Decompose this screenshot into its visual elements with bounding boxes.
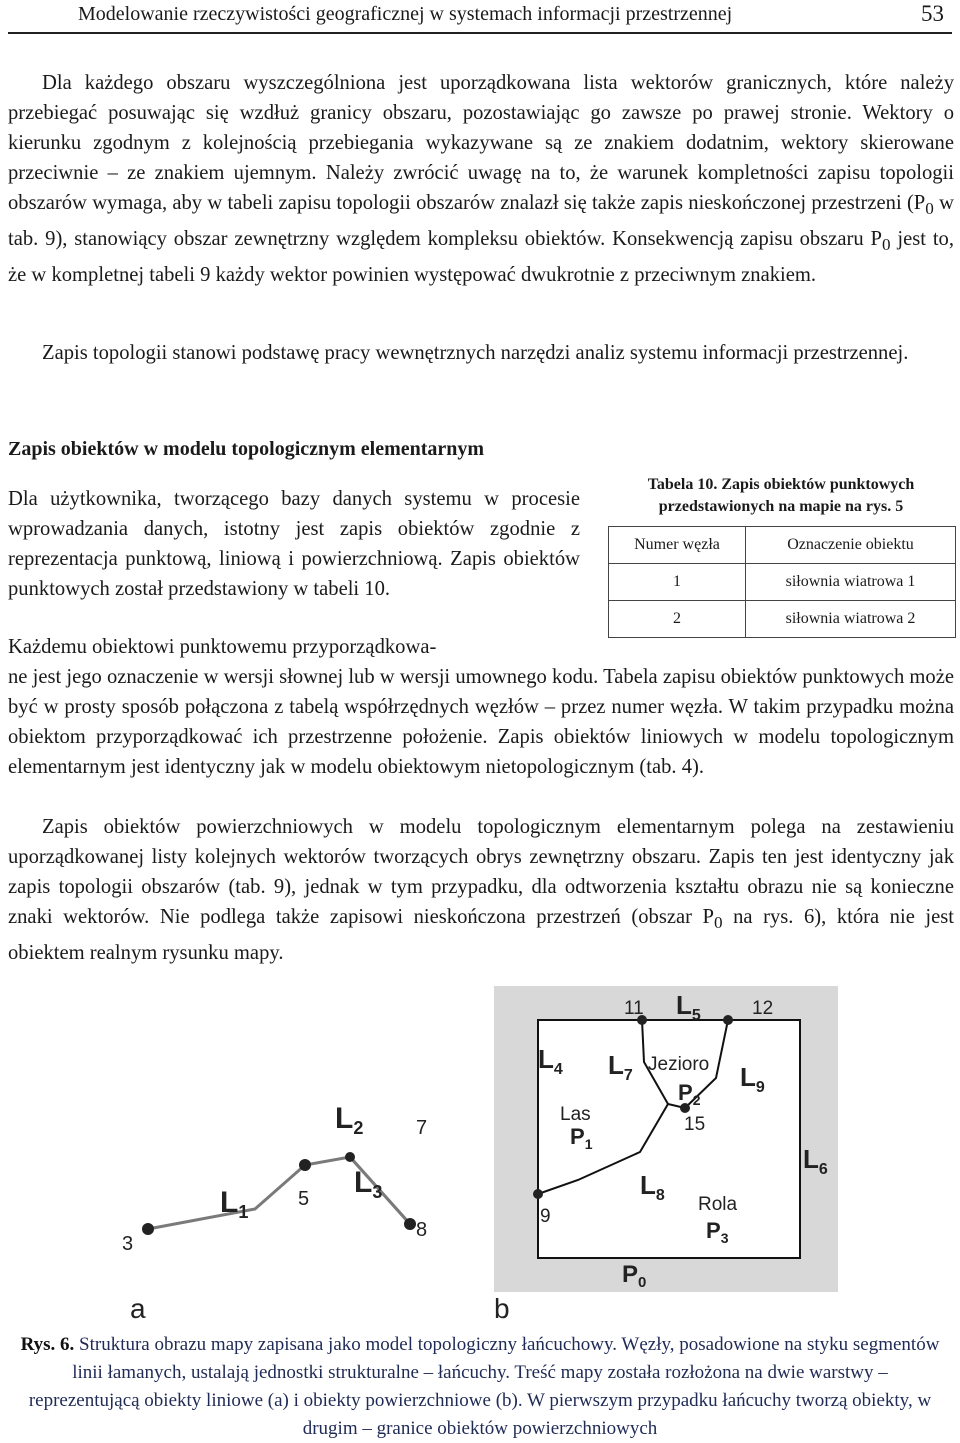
node-label-5: 5 (298, 1188, 310, 1210)
section-paragraph-2-cont: ne jest jego oznaczenie w wersji słownej lub w wersji umownego kodu. Tabela zapisu obiektów punktowych może być w prosty sposób połączona z tabelą współrzędnych węzłów – przez numer węzła. W takim przypadku można obiektom przyporządkować ich przestrzenne położenie. Zapis obiektów liniowych w modelu topologicznym elementarnym jest identyczny jak w modelu obiektowym nietopologicznym (tab. 4). (8, 666, 954, 778)
node-label-7: 7 (416, 1117, 428, 1139)
caption-text: Struktura obrazu mapy zapisana jako model topologiczny łańcuchowy. Węzły, posadowione na styku segmentów linii łamanych, ustalają jednostki strukturalne – łańcuchy. Treść mapy została rozłożona na dwie warstwy – reprezentującą obiekty liniowe (a) i obiekty powierzchniowe (b). W pierwszym przypadku łańcuchy tworzą obiekty, w drugim – granice obiektów powierzchniowych (28, 1334, 940, 1439)
node-label-3: 3 (122, 1233, 134, 1255)
table-caption: Tabela 10. Zapis obiektów punktowych przedstawionych na mapie na rys. 5 (647, 476, 915, 515)
area-name-rola: Rola (698, 1194, 738, 1215)
node-5 (299, 1159, 311, 1171)
panel-label-a: a (130, 1293, 146, 1322)
line-label-L2: $L_2$ (335, 1102, 364, 1138)
line-label-L3: $L_3$ (354, 1166, 383, 1202)
table-10 (608, 526, 956, 638)
node-label-15: 15 (684, 1114, 706, 1135)
line-label-L7: $L_7$ (608, 1050, 633, 1084)
line-label-L9: $L_9$ (740, 1062, 765, 1096)
panel-label-b: b (494, 1293, 510, 1322)
section-paragraph-2-start: Każdemu obiektowi punktowemu przyporządkowa- (8, 636, 437, 658)
panel-b (494, 986, 838, 1322)
section-paragraph-1: Dla użytkownika, tworzącego bazy danych systemu w procesie wprowadzania danych, istotny jest zapis obiektów zgodnie z reprezentacja punktową, liniową i powierzchniową. Zapis obiektów punktowych został przedstawiony w tabeli 10. (8, 488, 580, 600)
node-8 (404, 1218, 416, 1230)
node-3 (142, 1223, 154, 1235)
line-label-L6: $L_6$ (803, 1144, 828, 1178)
table-cell: siłownia wiatrowa 2 (746, 601, 956, 638)
table-row (609, 601, 956, 638)
table-header-cell: Oznaczenie obiektu (746, 527, 956, 564)
table-cell: 1 (609, 564, 746, 601)
node-label-11: 11 (624, 998, 644, 1019)
node-7 (345, 1152, 355, 1162)
area-name-jezioro: Jeziorо (648, 1054, 710, 1075)
figure-6-svg (0, 982, 960, 1322)
area-label-P2: $P_2$ (678, 1080, 701, 1108)
table-header-cell: Numer węzła (609, 527, 746, 564)
node-label-12: 12 (752, 998, 774, 1019)
node-9 (533, 1189, 543, 1199)
node-label-8: 8 (416, 1219, 428, 1241)
area-label-P0: $P_0$ (622, 1261, 647, 1291)
line-label-L1: $L_1$ (220, 1186, 249, 1222)
running-title: Modelowanie rzeczywistości geograficznej w systemach informacji przestrzennej (78, 3, 733, 25)
node-label-9: 9 (540, 1206, 551, 1227)
caption-prefix: Rys. 6. (20, 1334, 75, 1355)
figure-caption (20, 1331, 940, 1443)
intro-paragraph-2: Zapis topologii stanowi podstawę pracy wewnętrznych narzędzi analiz systemu informacji przestrzennej. (42, 342, 909, 364)
table-row (609, 564, 956, 601)
table-cell: 2 (609, 601, 746, 638)
area-label-P3: $P_3$ (706, 1218, 729, 1246)
node-12 (723, 1015, 733, 1025)
table-header-row (609, 527, 956, 564)
panel-a (122, 1102, 427, 1322)
page-header (8, 0, 952, 34)
section-title: Zapis obiektów w modelu topologicznym elementarnym (8, 438, 485, 460)
table-cell: siłownia wiatrowa 1 (746, 564, 956, 601)
figure-6 (0, 982, 960, 1322)
line-label-L4: $L_4$ (538, 1044, 563, 1078)
intro-paragraph-1: Dla każdego obszaru wyszczególniona jest uporządkowana lista wektorów granicznych, które należy przebiegać posuwając się wzdłuż granicy obszaru, pozostawiając go zawsze po prawej stronie. Wektory o kierunku zgodnym z kolejnością przebiegania wykazywane są ze znakiem dodatnim, wektory skierowane przeciwnie – ze znakiem ujemnym. Należy zwrócić uwagę na to, że warunek kompletności zapisu topologii obszarów wymaga, aby w tabeli zapisu topologii obszarów znalazł się także zapis nieskończonej przestrzeni ($P_0$ w tab. 9), stanowiący obszar zewnętrzny względem kompleksu obiektów. Konsekwencją zapisu obszaru $P_0$ jest to, że w kompletnej tabeli 9 każdy wektor powinien występować dwukrotnie z przeciwnym znakiem. (8, 72, 954, 287)
area-name-las: Las (560, 1104, 591, 1125)
line-label-L5: $L_5$ (676, 990, 701, 1024)
page-number: 53 (921, 1, 944, 26)
line-label-L8: $L_8$ (640, 1170, 665, 1204)
area-label-P1: $P_1$ (570, 1124, 593, 1152)
section-paragraph-3: Zapis obiektów powierzchniowych w modelu topologicznym elementarnym polega na zestawieniu uporządkowanej listy kolejnych wektorów tworzących obrys zewnętrzny obszaru. Zapis ten jest identyczny jak zapis topologii obszarów (tab. 9), jednak w tym przypadku, dla odtworzenia kształtu obrazu nie są konieczne znaki wektorów. Nie podlega także zapisowi nieskończona przestrzeń (obszar $P_0$ na rys. 6), która nie jest obiektem realnym rysunku mapy. (8, 816, 954, 965)
